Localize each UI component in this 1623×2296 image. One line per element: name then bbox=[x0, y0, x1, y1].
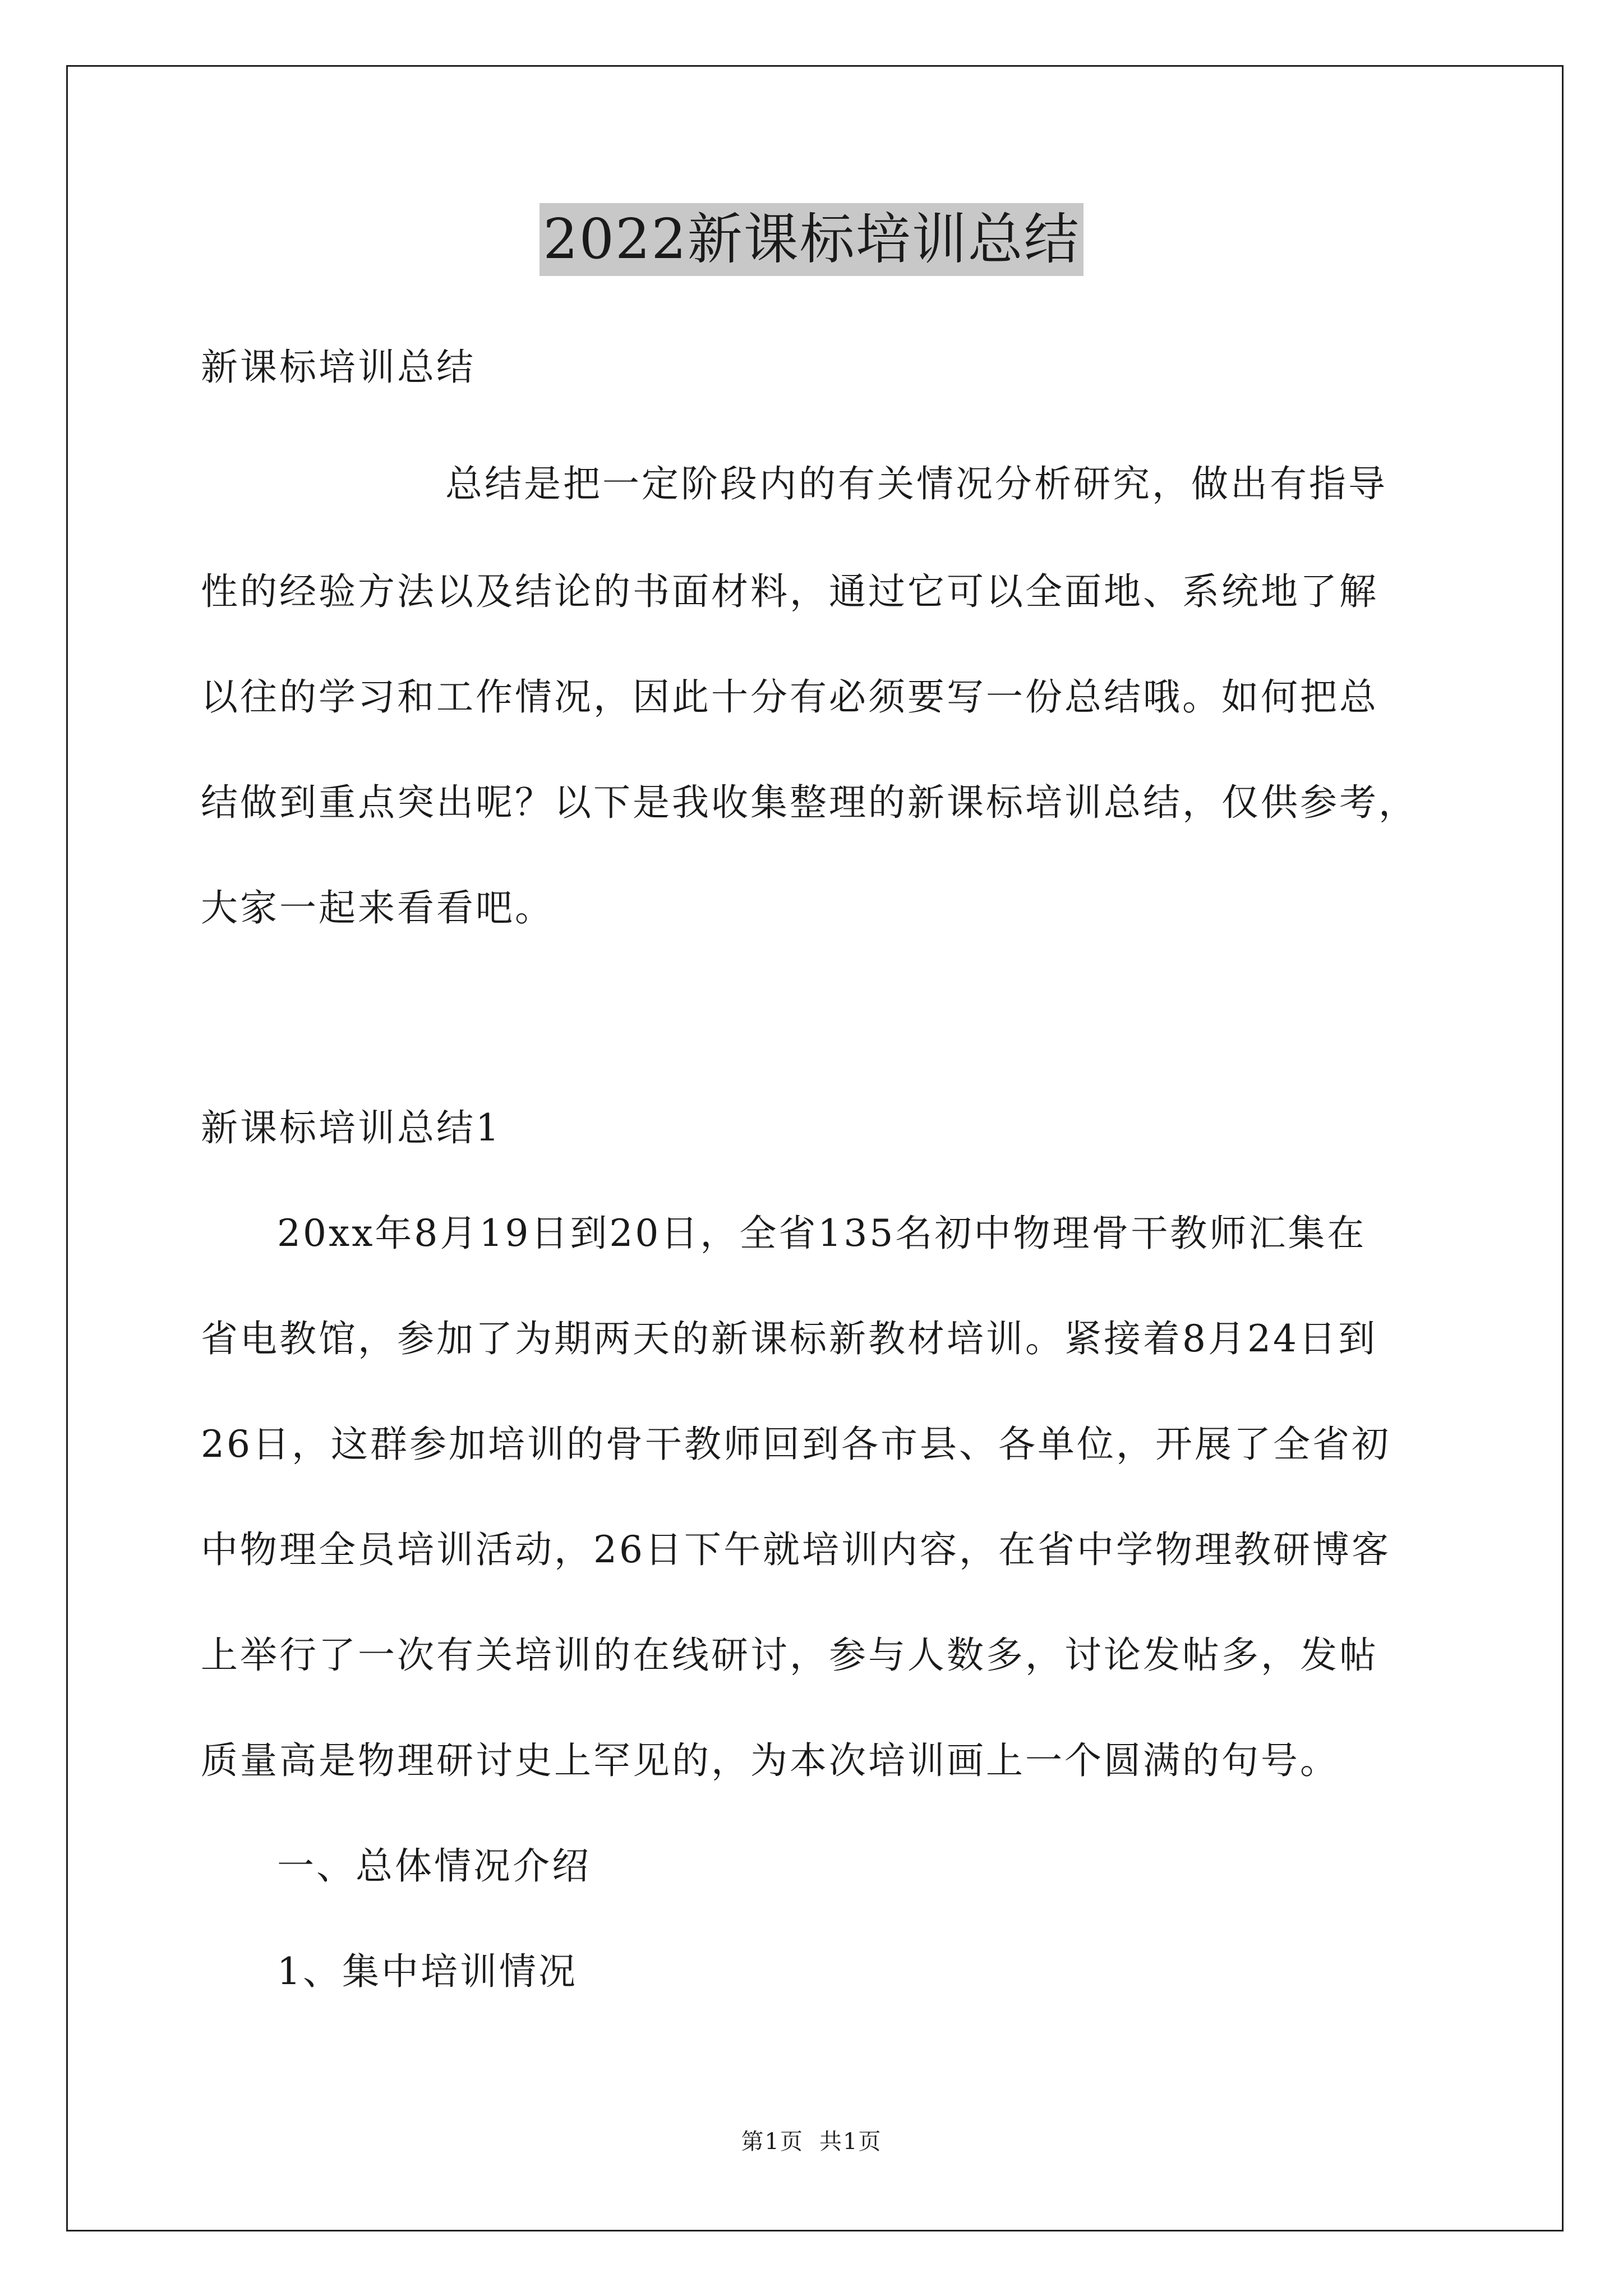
body-line-1: 20xx年8月19日到20日，全省135名初中物理骨干教师汇集在 bbox=[277, 1212, 1367, 1255]
section-heading: 新课标培训总结1 bbox=[201, 1106, 501, 1149]
page-total: 共1页 bbox=[819, 2129, 882, 2155]
outline-heading: 一、总体情况介绍 bbox=[277, 1844, 591, 1888]
page-footer bbox=[0, 2126, 1623, 2157]
body-line-2: 省电教馆，参加了为期两天的新课标新教材培训。紧接着8月24日到 bbox=[201, 1317, 1377, 1360]
intro-line-2: 性的经验方法以及结论的书面材料，通过它可以全面地、系统地了解 bbox=[201, 570, 1378, 613]
body-line-5: 上举行了一次有关培训的在线研讨，参与人数多，讨论发帖多，发帖 bbox=[201, 1634, 1378, 1677]
subtitle-line: 新课标培训总结 bbox=[201, 346, 476, 389]
outline-item: 1、集中培训情况 bbox=[277, 1950, 578, 1993]
body-line-6: 质量高是物理研讨史上罕见的，为本次培训画上一个圆满的句号。 bbox=[201, 1739, 1339, 1782]
intro-line-4: 结做到重点突出呢？以下是我收集整理的新课标培训总结，仅供参考， bbox=[201, 781, 1418, 824]
intro-line-1: 总结是把一定阶段内的有关情况分析研究，做出有指导 bbox=[445, 462, 1387, 505]
body-line-4: 中物理全员培训活动，26日下午就培训内容，在省中学物理教研博客 bbox=[201, 1528, 1391, 1571]
title-wrap bbox=[0, 203, 1623, 276]
document-title: 2022新课标培训总结 bbox=[540, 203, 1083, 276]
intro-line-5: 大家一起来看看吧。 bbox=[201, 886, 554, 930]
page-number: 第1页 bbox=[741, 2129, 804, 2155]
intro-line-3: 以往的学习和工作情况，因此十分有必须要写一份总结哦。如何把总 bbox=[201, 675, 1378, 719]
body-line-3: 26日，这群参加培训的骨干教师回到各市县、各单位，开展了全省初 bbox=[201, 1423, 1391, 1466]
